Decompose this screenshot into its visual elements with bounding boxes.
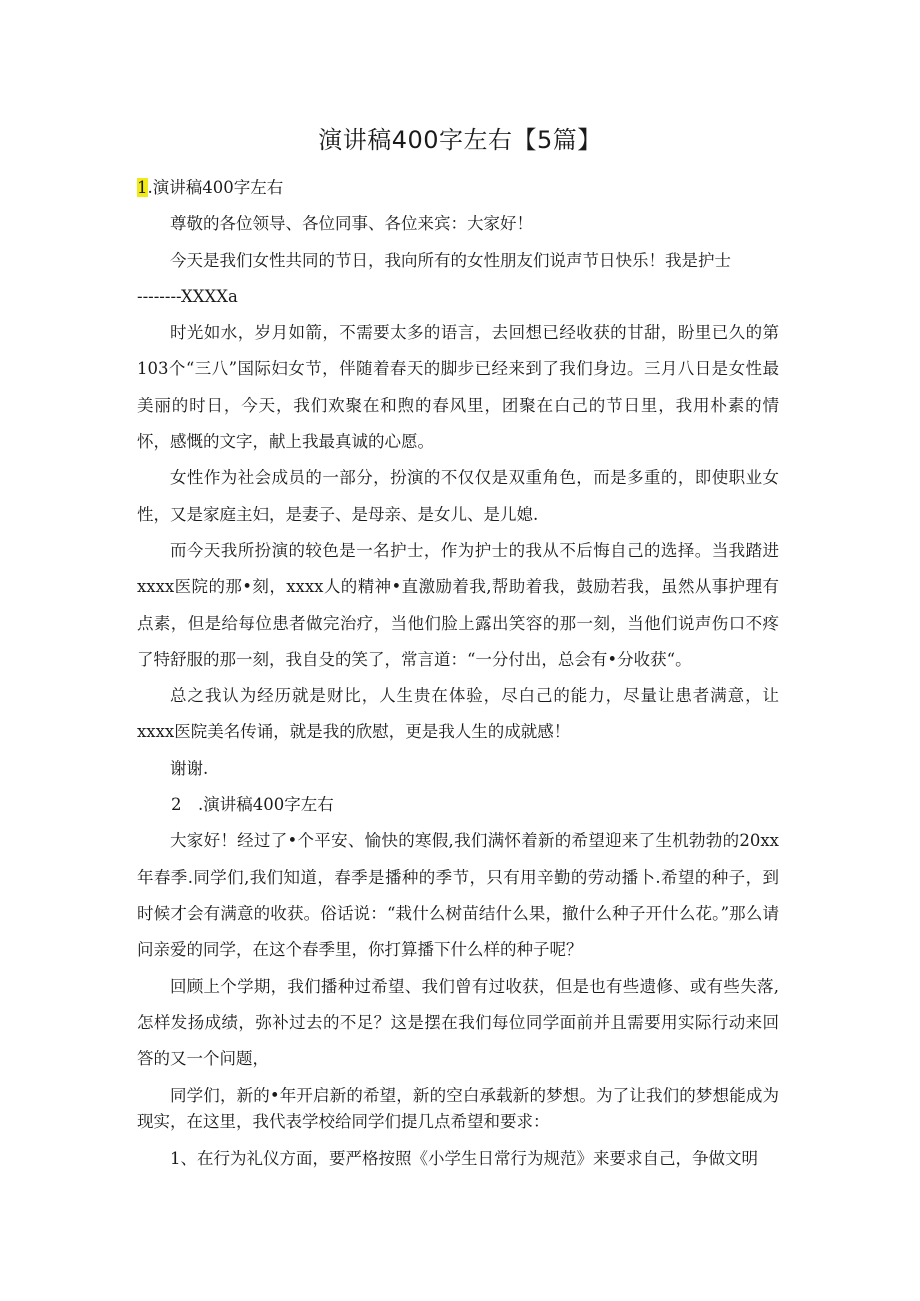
paragraph: 时光如水，岁月如箭，不需要太多的语言，去回想已经收获的甘甜，盼里已久的第103个“三八”国际妇女节，伴随着春天的脚步已经来到了我们身边。三月八日是女性最美丽的时日，今天，我们欢聚在和煦的春风里，团聚在白己的节日里，我用朴素的情怀，感慨的文字，献上我最真诚的心愿。 (137, 323, 779, 452)
section-1-heading: 1.演讲稿400字左右 (137, 178, 284, 197)
paragraph-continuation: --------XXXXa (137, 286, 238, 306)
paragraph: 1、在行为礼仪方面，要严格按照《小学生日常行为规范》来要求自己，争做文明 (170, 1149, 758, 1169)
paragraph: 大家好！经过了•个平安、愉快的寒假,我们满怀着新的希望迎来了生机勃勃的20xx年春季.同学们,我们知道，春季是播种的季节，只有用辛勤的劳动播卜.希望的种子，到时候才会有满意的收获。俗话说：“栽什么树苗结什么果，撤什么种子开什么花。”那么请问亲爱的同学，在这个春季里，你打算播下什么样的种子呢？ (137, 831, 779, 960)
paragraph: 而今天我所扮演的较色是一名护士，作为护士的我从不后悔自己的选择。当我踏进xxxx医院的那•刻，xxxx人的精神•直激励着我,帮助着我，鼓励若我，虽然从事护理有点素，但是给每位患者做完治疗，当他们脸上露出笑容的那一刻，当他们说声伤口不疼了特舒服的那一刻，我自殳的笑了，常言道：“一分付出，总会有•分收获“。 (137, 540, 779, 669)
section-2-heading: 2 .演讲稿400字左右 (171, 795, 334, 815)
paragraph: 总之我认为经历就是财比，人生贵在体验，尽白己的能力，尽量让患者满意，让xxxx医院美名传诵，就是我的欣慰，更是我人生的成就感！ (137, 686, 779, 742)
paragraph: 同学们，新的•年开启新的希望，新的空白承载新的梦想。为了让我们的梦想能成为现实，在这里，我代表学校给同学们提几点希望和要求： (137, 1086, 779, 1132)
greeting-paragraph: 尊敬的各位领导、各位同事、各位来宾：大家好！ (170, 214, 533, 234)
document-body (137, 170, 779, 1178)
paragraph: 今天是我们女性共同的节日，我向所有的女性朋友们说声节日快乐！我是护士 (170, 250, 731, 270)
highlighted-number: 1 (137, 178, 148, 197)
paragraph: 女性作为社会成员的一部分，扮演的不仅仅是双重角色，而是多重的，即使职业女性，又是家庭主妇，是妻子、是母亲、是女儿、是儿媳. (137, 468, 779, 524)
paragraph: 回顾上个学期，我们播种过希望、我们曾有过收获，但是也有些遗修、或有些失落,怎样发扬成绩，弥补过去的不足？这是摆在我们每位同学面前并且需要用实际行动来回答的又一个问题， (137, 976, 779, 1069)
thanks-line: 谢谢. (170, 758, 209, 778)
page-title: 演讲稿400字左右【5篇】 (318, 126, 602, 154)
